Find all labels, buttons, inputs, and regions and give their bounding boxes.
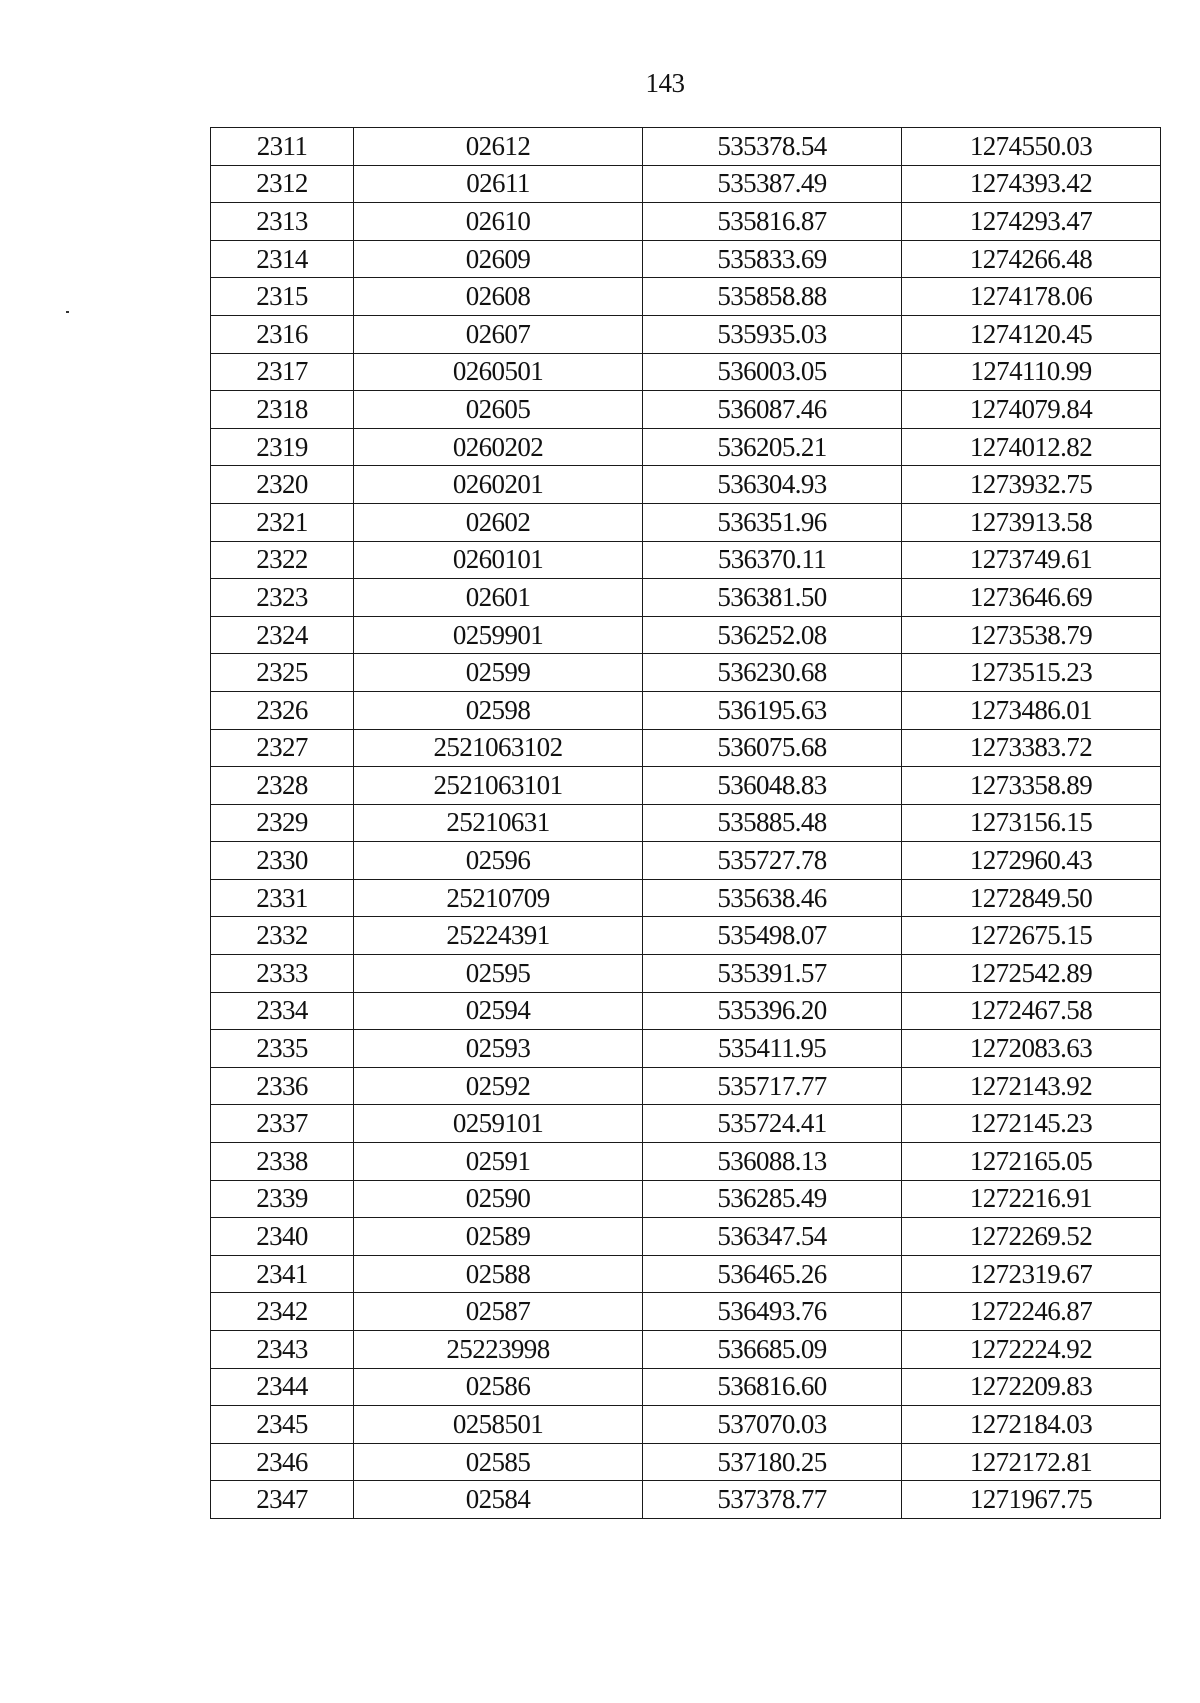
y-coordinate-cell: 1273156.15 (902, 804, 1161, 842)
y-coordinate-cell: 1274266.48 (902, 240, 1161, 278)
table-row (211, 1030, 1161, 1068)
point-id-cell: 02594 (354, 992, 643, 1030)
table-row (211, 767, 1161, 805)
y-coordinate-cell: 1272083.63 (902, 1030, 1161, 1068)
point-id-cell: 02595 (354, 955, 643, 993)
point-id-cell: 02605 (354, 391, 643, 429)
table-row (211, 1218, 1161, 1256)
point-id-cell: 02607 (354, 315, 643, 353)
point-id-cell: 02598 (354, 691, 643, 729)
row-number-cell: 2312 (211, 165, 354, 203)
point-id-cell: 02587 (354, 1293, 643, 1331)
table-row (211, 654, 1161, 692)
table-row (211, 992, 1161, 1030)
table-row (211, 729, 1161, 767)
x-coordinate-cell: 536252.08 (643, 616, 902, 654)
point-id-cell: 02611 (354, 165, 643, 203)
point-id-cell: 25224391 (354, 917, 643, 955)
x-coordinate-cell: 535717.77 (643, 1067, 902, 1105)
page-number: 143 (645, 68, 685, 98)
table-row (211, 128, 1161, 166)
table-row (211, 353, 1161, 391)
point-id-cell: 02609 (354, 240, 643, 278)
y-coordinate-cell: 1272675.15 (902, 917, 1161, 955)
row-number-cell: 2342 (211, 1293, 354, 1331)
y-coordinate-cell: 1272165.05 (902, 1143, 1161, 1181)
x-coordinate-cell: 536230.68 (643, 654, 902, 692)
y-coordinate-cell: 1273913.58 (902, 503, 1161, 541)
table-row (211, 1067, 1161, 1105)
x-coordinate-cell: 536351.96 (643, 503, 902, 541)
x-coordinate-cell: 535727.78 (643, 842, 902, 880)
row-number-cell: 2328 (211, 767, 354, 805)
y-coordinate-cell: 1274393.42 (902, 165, 1161, 203)
x-coordinate-cell: 535935.03 (643, 315, 902, 353)
x-coordinate-cell: 536195.63 (643, 691, 902, 729)
row-number-cell: 2337 (211, 1105, 354, 1143)
row-number-cell: 2331 (211, 879, 354, 917)
y-coordinate-cell: 1273538.79 (902, 616, 1161, 654)
row-number-cell: 2314 (211, 240, 354, 278)
point-id-cell: 02586 (354, 1368, 643, 1406)
table-row (211, 955, 1161, 993)
point-id-cell: 25210631 (354, 804, 643, 842)
table-row (211, 616, 1161, 654)
table-row (211, 240, 1161, 278)
y-coordinate-cell: 1272184.03 (902, 1406, 1161, 1444)
point-id-cell: 02585 (354, 1443, 643, 1481)
y-coordinate-cell: 1274550.03 (902, 128, 1161, 166)
y-coordinate-cell: 1273358.89 (902, 767, 1161, 805)
y-coordinate-cell: 1273383.72 (902, 729, 1161, 767)
row-number-cell: 2319 (211, 428, 354, 466)
x-coordinate-cell: 537180.25 (643, 1443, 902, 1481)
x-coordinate-cell: 535816.87 (643, 203, 902, 241)
row-number-cell: 2344 (211, 1368, 354, 1406)
table-row (211, 203, 1161, 241)
row-number-cell: 2345 (211, 1406, 354, 1444)
x-coordinate-cell: 535411.95 (643, 1030, 902, 1068)
y-coordinate-cell: 1273749.61 (902, 541, 1161, 579)
row-number-cell: 2346 (211, 1443, 354, 1481)
table-row (211, 165, 1161, 203)
row-number-cell: 2330 (211, 842, 354, 880)
x-coordinate-cell: 535833.69 (643, 240, 902, 278)
point-id-cell: 02593 (354, 1030, 643, 1068)
y-coordinate-cell: 1273646.69 (902, 579, 1161, 617)
x-coordinate-cell: 535498.07 (643, 917, 902, 955)
y-coordinate-cell: 1272542.89 (902, 955, 1161, 993)
y-coordinate-cell: 1273515.23 (902, 654, 1161, 692)
x-coordinate-cell: 536003.05 (643, 353, 902, 391)
row-number-cell: 2323 (211, 579, 354, 617)
point-id-cell: 0260501 (354, 353, 643, 391)
x-coordinate-cell: 535638.46 (643, 879, 902, 917)
row-number-cell: 2324 (211, 616, 354, 654)
table-row (211, 1368, 1161, 1406)
row-number-cell: 2311 (211, 128, 354, 166)
table-row (211, 1293, 1161, 1331)
y-coordinate-cell: 1271967.75 (902, 1481, 1161, 1519)
x-coordinate-cell: 536685.09 (643, 1331, 902, 1369)
row-number-cell: 2339 (211, 1180, 354, 1218)
point-id-cell: 0259101 (354, 1105, 643, 1143)
table-row (211, 1180, 1161, 1218)
row-number-cell: 2316 (211, 315, 354, 353)
scan-speck (66, 311, 69, 313)
y-coordinate-cell: 1272145.23 (902, 1105, 1161, 1143)
row-number-cell: 2340 (211, 1218, 354, 1256)
point-id-cell: 02601 (354, 579, 643, 617)
table-row (211, 917, 1161, 955)
row-number-cell: 2332 (211, 917, 354, 955)
table-row (211, 1143, 1161, 1181)
row-number-cell: 2318 (211, 391, 354, 429)
coordinates-table (210, 127, 1161, 1519)
table-row (211, 278, 1161, 316)
row-number-cell: 2326 (211, 691, 354, 729)
y-coordinate-cell: 1272849.50 (902, 879, 1161, 917)
y-coordinate-cell: 1274110.99 (902, 353, 1161, 391)
table-row (211, 842, 1161, 880)
point-id-cell: 02602 (354, 503, 643, 541)
point-id-cell: 25210709 (354, 879, 643, 917)
y-coordinate-cell: 1274079.84 (902, 391, 1161, 429)
row-number-cell: 2321 (211, 503, 354, 541)
row-number-cell: 2313 (211, 203, 354, 241)
row-number-cell: 2341 (211, 1255, 354, 1293)
row-number-cell: 2327 (211, 729, 354, 767)
table-row (211, 804, 1161, 842)
point-id-cell: 0259901 (354, 616, 643, 654)
table-row (211, 466, 1161, 504)
y-coordinate-cell: 1272319.67 (902, 1255, 1161, 1293)
x-coordinate-cell: 536088.13 (643, 1143, 902, 1181)
row-number-cell: 2315 (211, 278, 354, 316)
table-row (211, 691, 1161, 729)
point-id-cell: 02599 (354, 654, 643, 692)
row-number-cell: 2322 (211, 541, 354, 579)
x-coordinate-cell: 535885.48 (643, 804, 902, 842)
row-number-cell: 2333 (211, 955, 354, 993)
point-id-cell: 02596 (354, 842, 643, 880)
table-row (211, 1443, 1161, 1481)
point-id-cell: 02612 (354, 128, 643, 166)
point-id-cell: 0260101 (354, 541, 643, 579)
table-row (211, 1481, 1161, 1519)
row-number-cell: 2320 (211, 466, 354, 504)
row-number-cell: 2335 (211, 1030, 354, 1068)
x-coordinate-cell: 535378.54 (643, 128, 902, 166)
table-row (211, 1406, 1161, 1444)
table-row (211, 315, 1161, 353)
table-row (211, 579, 1161, 617)
table-row (211, 1255, 1161, 1293)
y-coordinate-cell: 1272143.92 (902, 1067, 1161, 1105)
x-coordinate-cell: 537070.03 (643, 1406, 902, 1444)
table-row (211, 428, 1161, 466)
x-coordinate-cell: 536493.76 (643, 1293, 902, 1331)
point-id-cell: 0260201 (354, 466, 643, 504)
point-id-cell: 02608 (354, 278, 643, 316)
y-coordinate-cell: 1272216.91 (902, 1180, 1161, 1218)
x-coordinate-cell: 535724.41 (643, 1105, 902, 1143)
point-id-cell: 02584 (354, 1481, 643, 1519)
point-id-cell: 25223998 (354, 1331, 643, 1369)
y-coordinate-cell: 1274178.06 (902, 278, 1161, 316)
row-number-cell: 2338 (211, 1143, 354, 1181)
point-id-cell: 0258501 (354, 1406, 643, 1444)
point-id-cell: 02589 (354, 1218, 643, 1256)
x-coordinate-cell: 536381.50 (643, 579, 902, 617)
point-id-cell: 0260202 (354, 428, 643, 466)
y-coordinate-cell: 1272467.58 (902, 992, 1161, 1030)
table-row (211, 541, 1161, 579)
table-row (211, 879, 1161, 917)
row-number-cell: 2336 (211, 1067, 354, 1105)
y-coordinate-cell: 1272960.43 (902, 842, 1161, 880)
point-id-cell: 02592 (354, 1067, 643, 1105)
row-number-cell: 2317 (211, 353, 354, 391)
y-coordinate-cell: 1272224.92 (902, 1331, 1161, 1369)
x-coordinate-cell: 536816.60 (643, 1368, 902, 1406)
y-coordinate-cell: 1272209.83 (902, 1368, 1161, 1406)
row-number-cell: 2334 (211, 992, 354, 1030)
x-coordinate-cell: 536304.93 (643, 466, 902, 504)
point-id-cell: 02590 (354, 1180, 643, 1218)
row-number-cell: 2343 (211, 1331, 354, 1369)
table-row (211, 1331, 1161, 1369)
y-coordinate-cell: 1274012.82 (902, 428, 1161, 466)
table-row (211, 391, 1161, 429)
x-coordinate-cell: 535396.20 (643, 992, 902, 1030)
point-id-cell: 2521063102 (354, 729, 643, 767)
x-coordinate-cell: 536205.21 (643, 428, 902, 466)
y-coordinate-cell: 1274120.45 (902, 315, 1161, 353)
table-row (211, 503, 1161, 541)
x-coordinate-cell: 535387.49 (643, 165, 902, 203)
point-id-cell: 02588 (354, 1255, 643, 1293)
x-coordinate-cell: 536285.49 (643, 1180, 902, 1218)
point-id-cell: 02591 (354, 1143, 643, 1181)
table-row (211, 1105, 1161, 1143)
x-coordinate-cell: 535391.57 (643, 955, 902, 993)
row-number-cell: 2325 (211, 654, 354, 692)
row-number-cell: 2347 (211, 1481, 354, 1519)
y-coordinate-cell: 1272269.52 (902, 1218, 1161, 1256)
x-coordinate-cell: 537378.77 (643, 1481, 902, 1519)
x-coordinate-cell: 536087.46 (643, 391, 902, 429)
y-coordinate-cell: 1272172.81 (902, 1443, 1161, 1481)
y-coordinate-cell: 1272246.87 (902, 1293, 1161, 1331)
x-coordinate-cell: 536048.83 (643, 767, 902, 805)
x-coordinate-cell: 536465.26 (643, 1255, 902, 1293)
x-coordinate-cell: 536347.54 (643, 1218, 902, 1256)
point-id-cell: 2521063101 (354, 767, 643, 805)
coordinates-table-body (211, 128, 1161, 1519)
point-id-cell: 02610 (354, 203, 643, 241)
y-coordinate-cell: 1273486.01 (902, 691, 1161, 729)
x-coordinate-cell: 536075.68 (643, 729, 902, 767)
x-coordinate-cell: 536370.11 (643, 541, 902, 579)
y-coordinate-cell: 1274293.47 (902, 203, 1161, 241)
y-coordinate-cell: 1273932.75 (902, 466, 1161, 504)
row-number-cell: 2329 (211, 804, 354, 842)
x-coordinate-cell: 535858.88 (643, 278, 902, 316)
